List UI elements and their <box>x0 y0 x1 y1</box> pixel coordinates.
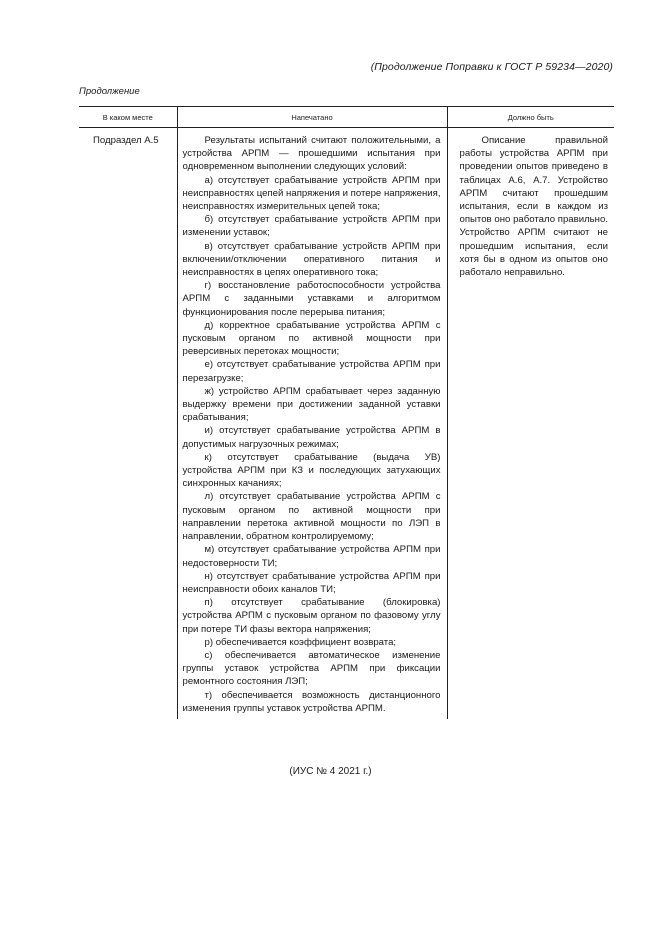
amendment-title: (Продолжение Поправки к ГОСТ Р 59234—2020) <box>370 61 613 73</box>
header-printed: Напечатано <box>177 107 447 128</box>
printed-cell <box>177 128 447 719</box>
printed-item: д) корректное срабатывание устройства АРПМ с пусковым органом по активной мощности при реверсивных перетоках мощности; <box>182 319 441 358</box>
printed-item: и) отсутствует срабатывание устройства АРПМ в допустимых нагрузочных режимах; <box>182 425 441 450</box>
should-be-cell <box>447 128 614 719</box>
table-row <box>79 128 614 719</box>
printed-item: с) обеспечивается автоматическое изменение группы уставок устройства АРПМ при фиксации ремонтного состояния ЛЭП; <box>182 649 441 688</box>
printed-item: к) отсутствует срабатывание (выдача УВ) устройства АРПМ при КЗ и последующих затухающих синхронных качаниях; <box>182 451 441 490</box>
printed-items-list <box>183 174 441 715</box>
header-place: В каком месте <box>79 107 177 128</box>
printed-item: р) обеспечивается коэффициент возврата; <box>204 636 397 648</box>
continuation-label: Продолжение <box>79 86 140 97</box>
printed-item: ж) устройство АРПМ срабатывает через заданную выдержку времени при достижении заданной уставки срабатывания; <box>182 385 441 424</box>
printed-item: п) отсутствует срабатывание (блокировка) устройства АРПМ с пусковым органом по фазовому углу при потере ТИ фазы вектора напряжения; <box>182 597 441 635</box>
printed-item: а) отсутствует срабатывание устройств АРПМ при неисправностях цепей напряжения и потере напряжения, неисправностях измерительных цепей тока; <box>182 174 441 213</box>
printed-intro: Результаты испытаний считают положительными, а устройства АРПМ — прошедшими испытания при одновременном выполнении следующих условий: <box>182 135 441 173</box>
printed-item: б) отсутствует срабатывание устройств АРПМ при изменении уставок; <box>182 214 441 239</box>
printed-item: г) восстановление работоспособности устройства АРПМ с заданными уставками и алгоритмом функционирования после перерыва питания; <box>182 280 441 318</box>
amendment-table <box>79 106 614 719</box>
printed-item: л) отсутствует срабатывание устройства АРПМ с пусковым органом по активной мощности при направлении перетока активной мощности по ЛЭП в направлении, обратном контролируемому; <box>182 491 441 543</box>
printed-item: н) отсутствует срабатывание устройства АРПМ при неисправности обоих каналов ТИ; <box>182 570 441 595</box>
should-be-text: Описание правильной работы устройства АРПМ при проведении опытов приведено в таблицах А.6, А.7. Устройство АРПМ считают прошедшим испытания, если в каждом из опытов оно работало правильно. Устройство АРПМ считают не прошедшим испытания, если хотя бы в одном из опытов оно работало неправильно. <box>459 135 608 279</box>
printed-item: м) отсутствует срабатывание устройства АРПМ при недостоверности ТИ; <box>182 544 441 569</box>
header-should-be: Должно быть <box>447 107 614 128</box>
printed-item: т) обеспечивается возможность дистанционного изменения группы уставок устройства АРПМ. <box>182 689 441 714</box>
place-cell: Подраздел А.5 <box>93 135 159 146</box>
printed-item: е) отсутствует срабатывание устройства АРПМ при перезагрузке; <box>182 359 441 384</box>
printed-item: в) отсутствует срабатывание устройств АРПМ при включении/отключении оперативного питания и неисправностях в цепях оперативного тока; <box>182 240 441 279</box>
issue-footer: (ИУС № 4 2021 г.) <box>289 766 372 777</box>
table-header-row <box>79 107 614 128</box>
